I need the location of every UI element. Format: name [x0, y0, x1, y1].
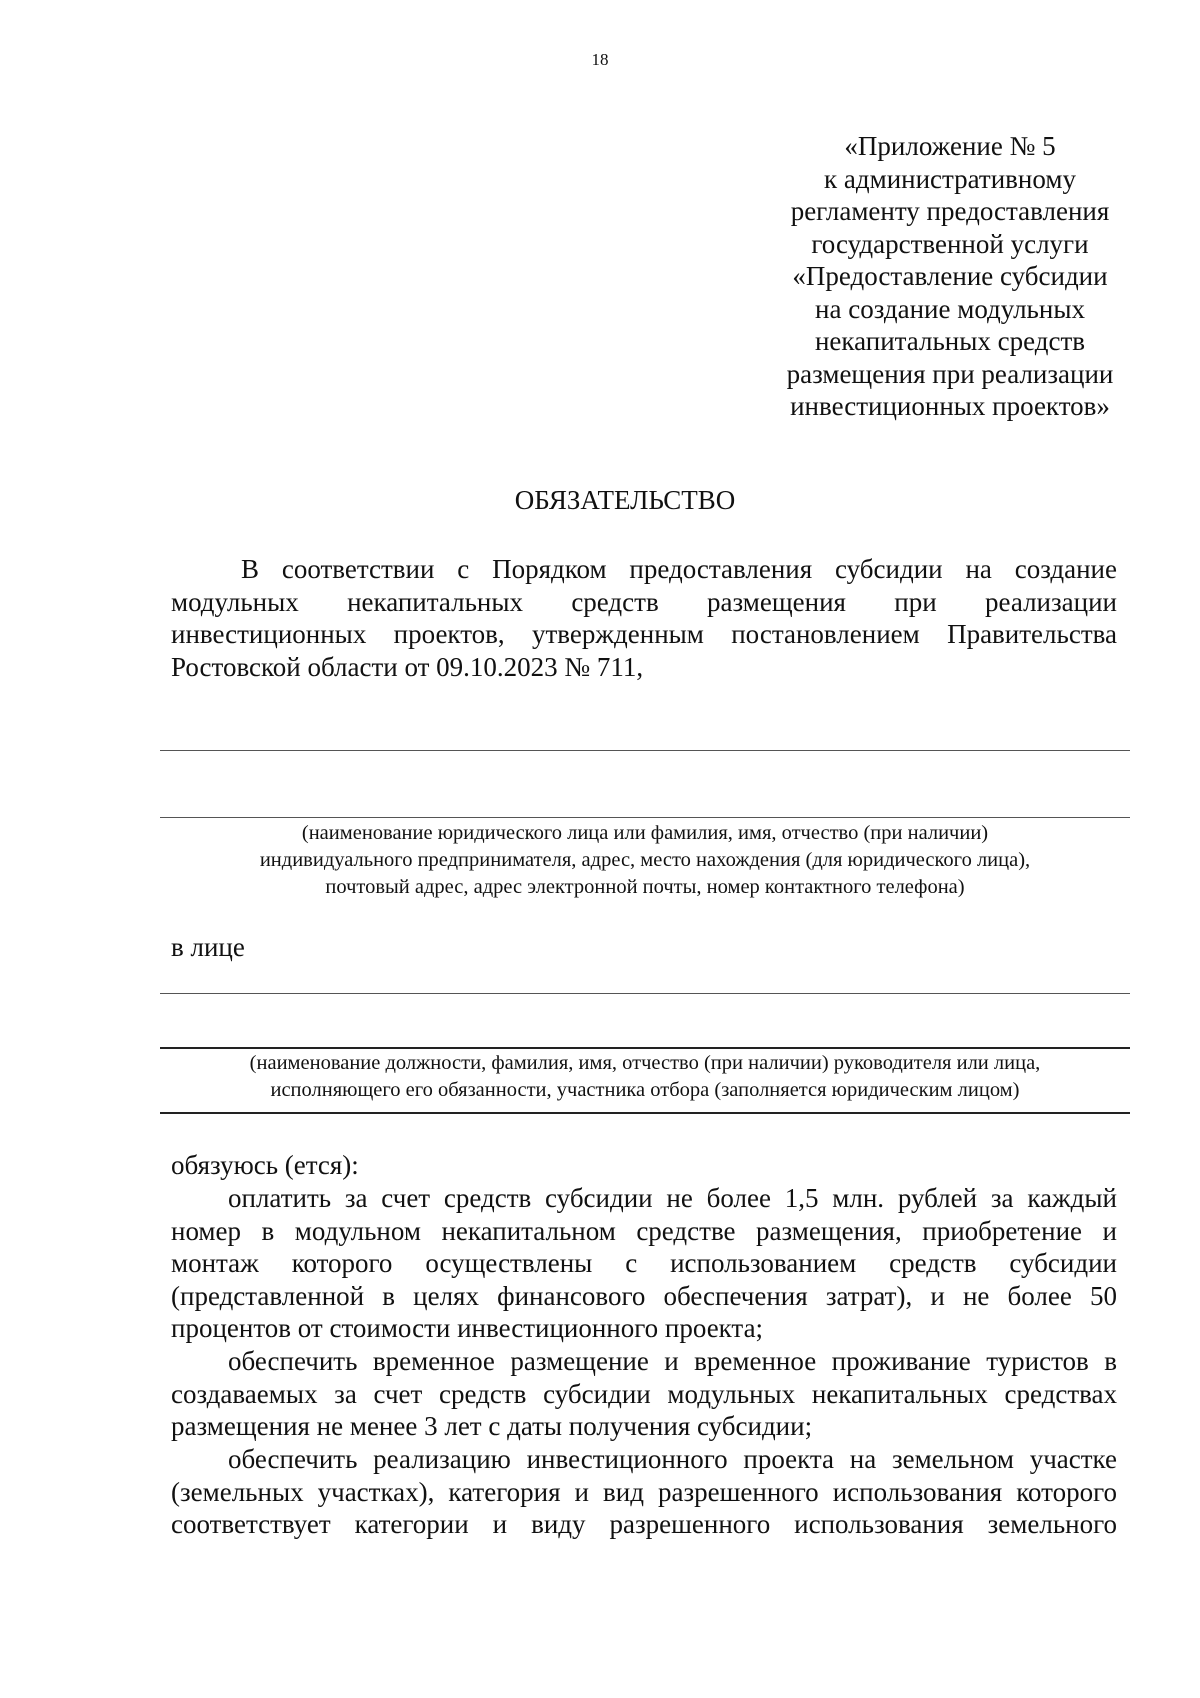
appendix-line: регламенту предоставления — [790, 196, 1110, 226]
caption-line: индивидуального предпринимателя, адрес, место нахождения (для юридического лица), — [259, 849, 1031, 871]
in-person-label: в лице — [171, 932, 245, 962]
obligation-line: обеспечить временное размещение и временное проживание туристов в — [228, 1346, 1117, 1376]
intro-line: Ростовской области от 09.10.2023 № 711, — [171, 651, 644, 682]
appendix-line: «Предоставление субсидии — [792, 261, 1108, 291]
obligation-line: размещения не менее 3 лет с даты получения субсидии; — [171, 1411, 813, 1441]
page-number: 18 — [591, 50, 609, 69]
intro-paragraph — [171, 553, 1117, 683]
appendix-line: инвестиционных проектов» — [790, 391, 1110, 421]
intro-line: В соответствии с Порядком предоставления субсидии на создание — [241, 554, 1117, 584]
obligation-line: оплатить за счет средств субсидии не более 1,5 млн. рублей за каждый — [228, 1183, 1117, 1213]
obligation-line: монтаж которого осуществлены с использованием средств субсидии — [171, 1248, 1117, 1278]
obligation-line: (земельных участках), категория и вид разрешенного использования которого — [171, 1476, 1117, 1507]
obligation-paragraph — [171, 1443, 1117, 1541]
applicant-blank-line — [160, 750, 1130, 751]
applicant-caption — [160, 820, 1130, 901]
obligation-line: обеспечить реализацию инвестиционного проекта на земельном участке — [228, 1444, 1117, 1474]
appendix-line: размещения при реализации — [786, 358, 1114, 389]
obligation-line: номер в модульном некапитальном средстве размещения, приобретение и — [171, 1215, 1117, 1246]
caption-line: (наименование должности, фамилия, имя, отчество (при наличии) руководителя или лица, — [249, 1052, 1041, 1074]
appendix-header — [780, 130, 1120, 423]
appendix-line: «Приложение № 5 — [844, 131, 1056, 161]
appendix-line: к административному — [824, 163, 1076, 194]
obligation-line: соответствует категории и виду разрешенного использования земельного — [171, 1509, 1117, 1539]
appendix-line: государственной услуги — [811, 228, 1089, 259]
intro-line: инвестиционных проектов, утвержденным постановлением Правительства — [171, 619, 1117, 649]
representative-blank-line — [160, 1047, 1130, 1049]
caption-bottom-rule — [160, 1112, 1130, 1114]
obligation-label: обязуюсь (ется): — [171, 1150, 359, 1180]
obligation-line: (представленной в целях финансового обеспечения затрат), и не более 50 — [171, 1280, 1117, 1311]
obligation-line: процентов от стоимости инвестиционного проекта; — [171, 1313, 764, 1343]
caption-line: исполняющего его обязанности, участника отбора (заполняется юридическим лицом) — [270, 1079, 1020, 1101]
intro-line: модульных некапитальных средств размещения при реализации — [171, 586, 1117, 617]
caption-line: (наименование юридического лица или фамилия, имя, отчество (при наличии) — [301, 822, 989, 844]
representative-blank-line — [160, 993, 1130, 994]
appendix-line: на создание модульных — [815, 293, 1085, 324]
applicant-blank-line — [160, 817, 1130, 818]
obligation-paragraph — [171, 1182, 1117, 1345]
representative-caption — [160, 1050, 1130, 1104]
obligation-paragraph — [171, 1345, 1117, 1443]
appendix-line: некапитальных средств — [814, 326, 1086, 356]
obligation-line: создаваемых за счет средств субсидии модульных некапитальных средствах — [171, 1378, 1117, 1409]
document-title: ОБЯЗАТЕЛЬСТВО — [514, 485, 736, 515]
caption-line: почтовый адрес, адрес электронной почты, номер контактного телефона) — [325, 876, 965, 898]
